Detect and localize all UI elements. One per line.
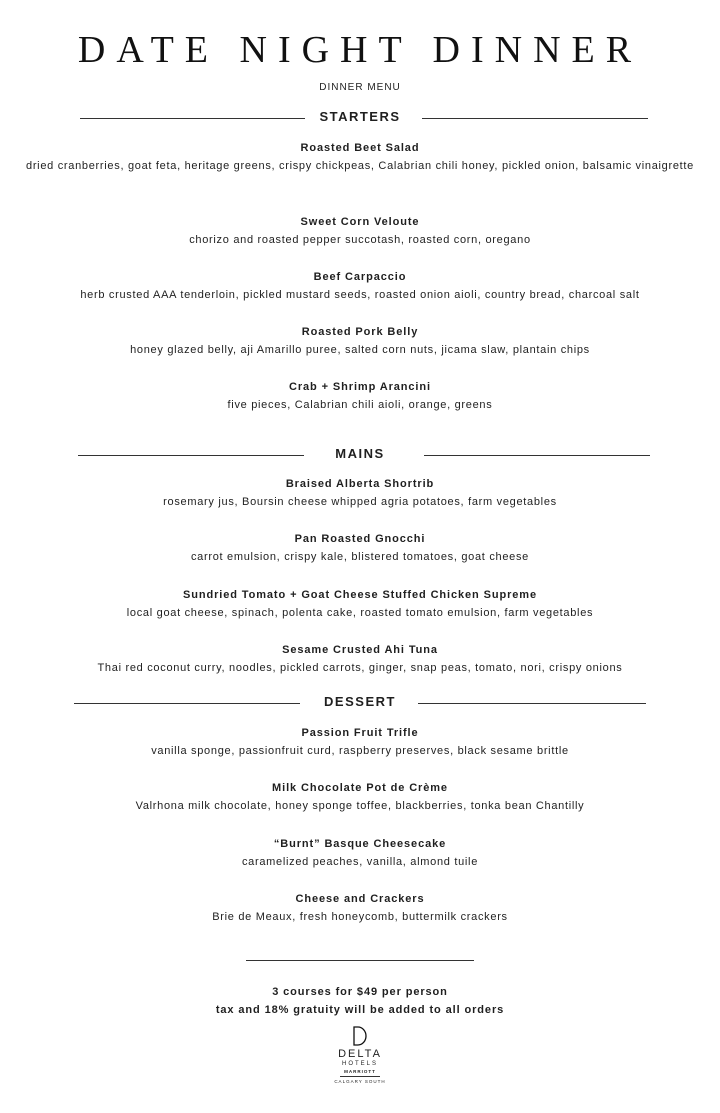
menu-item-name: Sweet Corn Veloute <box>300 216 420 228</box>
menu-item-description: Thai red coconut curry, noodles, pickled carrots, ginger, snap peas, tomato, nori, crispy onions <box>97 662 623 674</box>
menu-item-name: Sesame Crusted Ahi Tuna <box>282 644 438 656</box>
menu-item <box>20 323 700 360</box>
menu-item <box>20 835 700 872</box>
menu-item-name: Roasted Beet Salad <box>300 142 420 154</box>
menu-item-description: rosemary jus, Boursin cheese whipped agria potatoes, farm vegetables <box>163 496 557 508</box>
section-header-dessert <box>0 694 720 714</box>
logo-location: CALGARY SOUTH <box>334 1079 386 1084</box>
menu-item-name: Crab + Shrimp Arancini <box>289 381 431 393</box>
menu-title: DATE NIGHT DINNER <box>77 29 643 71</box>
section-rule-right <box>422 118 648 119</box>
menu-item-name: Braised Alberta Shortrib <box>285 478 435 490</box>
logo-hotels: HOTELS <box>341 1061 378 1067</box>
menu-item-name: “Burnt” Basque Cheesecake <box>273 838 447 850</box>
menu-item-description: Valrhona milk chocolate, honey sponge toffee, blackberries, tonka bean Chantilly <box>135 800 585 812</box>
section-label-starters: STARTERS <box>319 109 401 124</box>
menu-item-description: dried cranberries, goat feta, heritage greens, crispy chickpeas, Calabrian chili honey, pickled onion, balsamic vinaigrette <box>26 160 694 172</box>
menu-item <box>20 586 700 623</box>
menu-item-description: herb crusted AAA tenderloin, pickled mustard seeds, roasted onion aioli, country bread, charcoal salt <box>80 289 640 301</box>
menu-item <box>20 475 700 512</box>
menu-item <box>20 139 700 176</box>
price-line: 3 courses for $49 per person <box>272 986 448 998</box>
logo-marriott: MARRIOTT <box>344 1069 376 1074</box>
menu-item <box>20 641 700 678</box>
logo-brand: DELTA <box>338 1048 382 1060</box>
menu-item-description: vanilla sponge, passionfruit curd, raspberry preserves, black sesame brittle <box>151 745 569 757</box>
menu-item-description: chorizo and roasted pepper succotash, roasted corn, oregano <box>189 234 531 246</box>
section-header-mains <box>0 446 720 466</box>
menu-subtitle: DINNER MENU <box>319 82 401 93</box>
menu-item-description: five pieces, Calabrian chili aioli, orange, greens <box>227 399 493 411</box>
menu-item-name: Milk Chocolate Pot de Crème <box>272 782 448 794</box>
menu-item-name: Beef Carpaccio <box>313 271 407 283</box>
section-rule-right <box>424 455 650 456</box>
menu-item <box>20 213 700 250</box>
hotel-logo <box>310 1026 410 1085</box>
menu-item-description: caramelized peaches, vanilla, almond tuile <box>241 856 479 868</box>
menu-item-description: Brie de Meaux, fresh honeycomb, buttermilk crackers <box>212 911 508 923</box>
menu-item-description: honey glazed belly, aji Amarillo puree, salted corn nuts, jicama slaw, plantain chips <box>130 344 590 356</box>
menu-item <box>20 530 700 567</box>
menu-item-description: local goat cheese, spinach, polenta cake, roasted tomato emulsion, farm vegetables <box>126 607 594 619</box>
menu-item <box>20 268 700 305</box>
footer-divider <box>246 960 474 961</box>
menu-item <box>20 378 700 415</box>
tax-line: tax and 18% gratuity will be added to all orders <box>215 1004 505 1016</box>
menu-item-name: Pan Roasted Gnocchi <box>294 533 426 545</box>
price-block <box>0 983 720 1019</box>
menu-item-name: Passion Fruit Trifle <box>301 727 419 739</box>
menu-item-name: Roasted Pork Belly <box>301 326 419 338</box>
menu-item <box>20 779 700 816</box>
section-label-mains: MAINS <box>335 446 385 461</box>
menu-item-description: carrot emulsion, crispy kale, blistered tomatoes, goat cheese <box>190 551 529 563</box>
logo-rule <box>340 1076 380 1077</box>
section-rule-right <box>418 703 646 704</box>
menu-item-name: Cheese and Crackers <box>295 893 425 905</box>
menu-item-name: Sundried Tomato + Goat Cheese Stuffed Chicken Supreme <box>182 589 538 601</box>
section-header-starters <box>0 109 720 129</box>
delta-d-icon <box>310 1026 410 1046</box>
menu-item <box>20 724 700 761</box>
section-label-dessert: DESSERT <box>324 694 396 709</box>
menu-item <box>20 890 700 927</box>
